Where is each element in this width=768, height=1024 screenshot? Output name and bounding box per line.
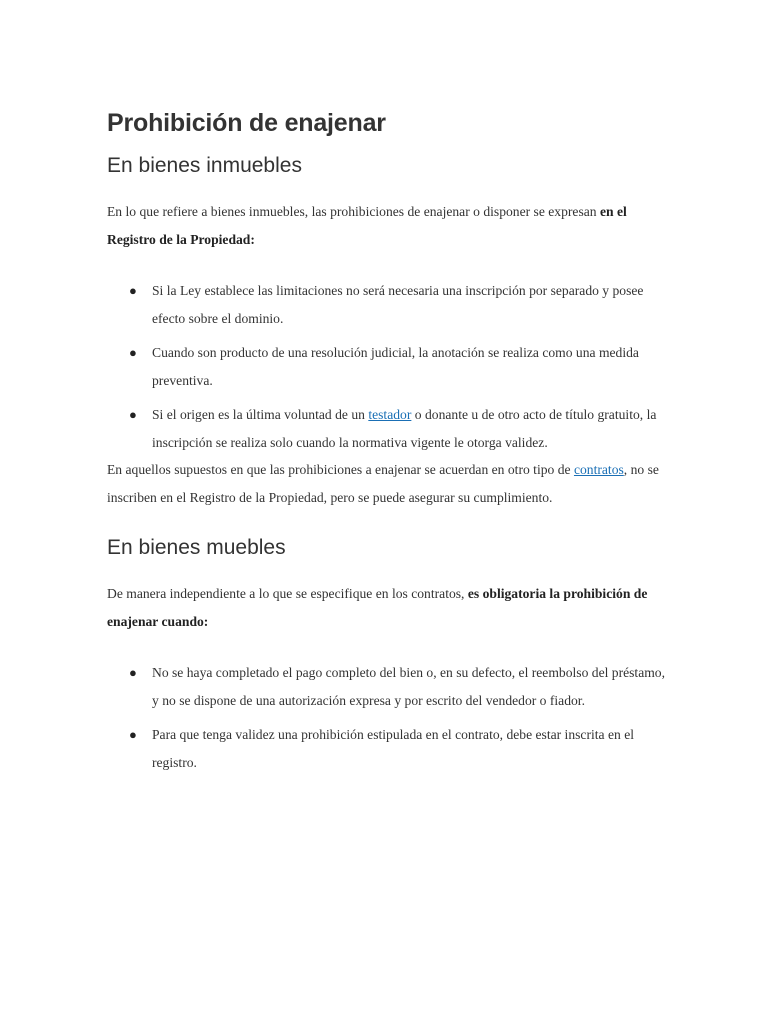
closing-paragraph-inmuebles (107, 456, 667, 511)
intro-text: En lo que refiere a bienes inmuebles, las prohibiciones de enajenar o disponer se expresan (107, 204, 600, 219)
list-item-text-before: Si el origen es la última voluntad de un (152, 407, 369, 422)
list-item (107, 721, 667, 776)
section-heading-inmuebles: En bienes inmuebles (107, 154, 302, 177)
list-item-text-after: o donante u de otro acto de título gratuito, la inscripción se realiza solo cuando la normativa vigente le otorga validez. (152, 407, 657, 450)
intro-text: De manera independiente a lo que se especifique en los contratos, (107, 586, 468, 601)
closing-text-before: En aquellos supuestos en que las prohibiciones a enajenar se acuerdan en otro tipo de (107, 462, 574, 477)
list-item-text: Cuando son producto de una resolución judicial, la anotación se realiza como una medida preventiva. (152, 345, 639, 388)
contratos-link[interactable]: contratos (573, 462, 624, 477)
bullet-icon: ● (129, 407, 137, 422)
intro-bold-text: es obligatoria la prohibición de enajenar cuando: (107, 586, 648, 629)
bullet-icon: ● (129, 727, 137, 742)
list-item-text: Para que tenga validez una prohibición estipulada en el contrato, debe estar inscrita en el registro. (152, 727, 635, 770)
bullet-list-inmuebles (107, 277, 667, 456)
bullet-list-muebles (107, 659, 667, 776)
bullet-icon: ● (129, 283, 137, 298)
article (107, 106, 667, 776)
page-title: Prohibición de enajenar (107, 109, 386, 137)
intro-paragraph-muebles (107, 580, 667, 635)
list-item-text: Si la Ley establece las limitaciones no será necesaria una inscripción por separado y posee efecto sobre el dominio. (152, 283, 644, 326)
bullet-icon: ● (129, 665, 137, 680)
bullet-icon: ● (129, 345, 137, 360)
section-heading-muebles: En bienes muebles (107, 536, 286, 559)
list-item (107, 339, 667, 394)
intro-paragraph-inmuebles (107, 198, 667, 253)
list-item (107, 659, 667, 714)
list-item (107, 401, 667, 456)
list-item-text: No se haya completado el pago completo del bien o, en su defecto, el reembolso del préstamo, y no se dispone de una autorización expresa y por escrito del vendedor o fiador. (152, 665, 665, 708)
closing-text-after: , no se inscriben en el Registro de la Propiedad, pero se puede asegurar su cumplimiento. (107, 462, 659, 505)
list-item (107, 277, 667, 332)
intro-bold-text: en el Registro de la Propiedad: (107, 204, 627, 247)
testador-link[interactable]: testador (368, 407, 412, 422)
